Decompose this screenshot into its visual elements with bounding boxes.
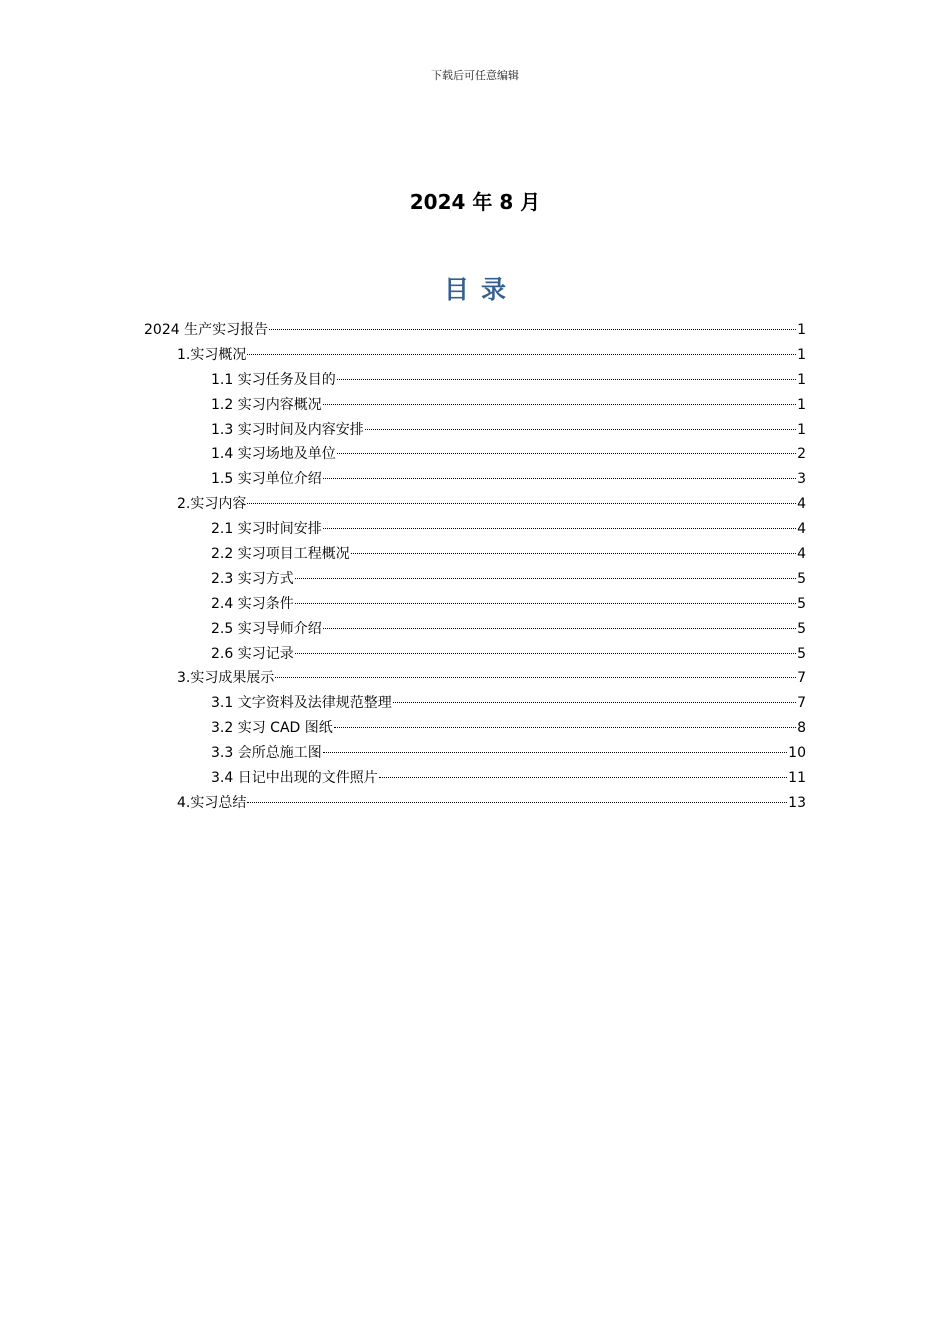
toc-dot-leader: [323, 528, 796, 529]
toc-entry-page-number: 10: [788, 745, 806, 762]
toc-entry[interactable]: [144, 517, 806, 542]
toc-entry[interactable]: [144, 592, 806, 617]
toc-entry-label: 2.4 实习条件: [211, 595, 294, 612]
toc-dot-leader: [295, 603, 796, 604]
toc-entry-page-number: 1: [797, 346, 806, 363]
table-of-contents: [144, 318, 806, 816]
toc-dot-leader: [295, 653, 796, 654]
toc-entry[interactable]: [144, 393, 806, 418]
toc-dot-leader: [247, 802, 787, 803]
toc-entry-page-number: 2: [797, 446, 806, 463]
toc-entry-label: 3.2 实习 CAD 图纸: [211, 720, 333, 737]
toc-entry-label: 2.5 实习导师介绍: [211, 620, 322, 637]
page-header-note: 下载后可任意编辑: [431, 69, 519, 82]
toc-entry-label: 3.1 文字资料及法律规范整理: [211, 695, 392, 712]
toc-entry-page-number: 3: [797, 471, 806, 488]
toc-entry[interactable]: [144, 418, 806, 443]
toc-entry-label: 3.实习成果展示: [177, 670, 275, 687]
toc-entry-page-number: 1: [797, 396, 806, 413]
toc-entry-label: 1.实习概况: [177, 346, 247, 363]
toc-entry[interactable]: [144, 642, 806, 667]
toc-entry-label: 3.4 日记中出现的文件照片: [211, 770, 378, 787]
toc-entry-label: 2024 生产实习报告: [144, 322, 269, 338]
toc-entry-page-number: 4: [797, 546, 806, 563]
toc-entry-page-number: 5: [797, 570, 806, 587]
toc-entry[interactable]: [144, 691, 806, 716]
toc-entry[interactable]: [144, 716, 806, 741]
toc-entry-label: 2.6 实习记录: [211, 645, 294, 662]
toc-dot-leader: [379, 777, 787, 778]
toc-entry[interactable]: [144, 542, 806, 567]
toc-entry-label: 3.3 会所总施工图: [211, 745, 322, 762]
toc-entry-label: 1.3 实习时间及内容安排: [211, 421, 364, 438]
toc-entry[interactable]: [144, 442, 806, 467]
toc-dot-leader: [337, 453, 796, 454]
toc-entry-page-number: 5: [797, 620, 806, 637]
toc-entry[interactable]: [144, 666, 806, 691]
toc-entry-page-number: 5: [797, 595, 806, 612]
toc-entry[interactable]: [144, 492, 806, 517]
date-title: 2024 年 8 月: [409, 190, 541, 214]
toc-entry-page-number: 5: [797, 645, 806, 662]
toc-entry[interactable]: [144, 467, 806, 492]
toc-entry-label: 1.1 实习任务及目的: [211, 371, 336, 388]
toc-entry-page-number: 1: [797, 371, 806, 388]
toc-dot-leader: [393, 702, 796, 703]
toc-entry-page-number: 1: [797, 421, 806, 438]
toc-dot-leader: [334, 727, 796, 728]
toc-dot-leader: [247, 354, 796, 355]
toc-dot-leader: [337, 379, 796, 380]
toc-entry-label: 4.实习总结: [177, 794, 247, 811]
toc-title: 目录: [443, 275, 518, 304]
toc-entry-page-number: 8: [797, 720, 806, 737]
toc-entry[interactable]: [144, 318, 806, 343]
toc-entry-label: 2.1 实习时间安排: [211, 521, 322, 538]
toc-entry-label: 2.3 实习方式: [211, 570, 294, 587]
toc-entry[interactable]: [144, 766, 806, 791]
toc-dot-leader: [323, 478, 796, 479]
toc-entry-page-number: 4: [797, 521, 806, 538]
toc-dot-leader: [365, 429, 796, 430]
toc-entry-label: 2.实习内容: [177, 496, 247, 513]
toc-entry-page-number: 11: [788, 770, 806, 787]
toc-entry-page-number: 7: [797, 695, 806, 712]
toc-dot-leader: [295, 578, 796, 579]
toc-entry-label: 2.2 实习项目工程概况: [211, 546, 350, 563]
toc-dot-leader: [247, 503, 796, 504]
toc-entry[interactable]: [144, 741, 806, 766]
toc-entry[interactable]: [144, 567, 806, 592]
toc-entry-page-number: 1: [797, 322, 806, 338]
toc-dot-leader: [275, 677, 796, 678]
toc-dot-leader: [323, 752, 787, 753]
toc-entry[interactable]: [144, 617, 806, 642]
toc-dot-leader: [323, 628, 796, 629]
toc-entry-label: 1.5 实习单位介绍: [211, 471, 322, 488]
toc-entry-page-number: 7: [797, 670, 806, 687]
toc-entry[interactable]: [144, 343, 806, 368]
toc-entry[interactable]: [144, 791, 806, 816]
toc-dot-leader: [351, 553, 796, 554]
toc-entry[interactable]: [144, 368, 806, 393]
toc-entry-label: 1.2 实习内容概况: [211, 396, 322, 413]
toc-entry-page-number: 13: [788, 794, 806, 811]
toc-entry-page-number: 4: [797, 496, 806, 513]
toc-entry-label: 1.4 实习场地及单位: [211, 446, 336, 463]
toc-dot-leader: [323, 404, 796, 405]
toc-dot-leader: [269, 329, 796, 330]
